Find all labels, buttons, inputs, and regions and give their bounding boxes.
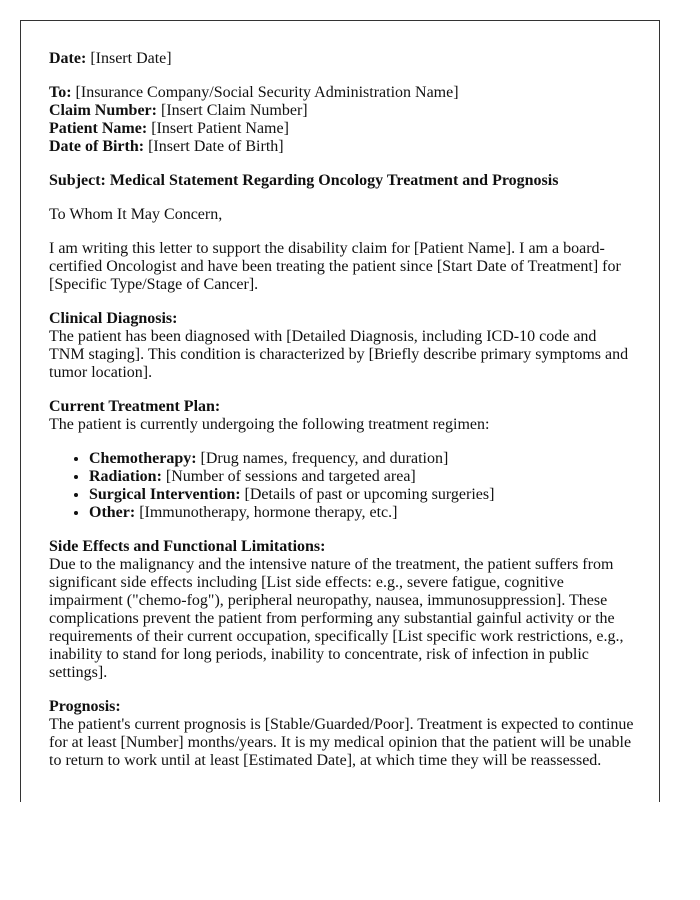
treatment-item-value: [Number of sessions and targeted area]	[165, 468, 416, 485]
letter-page	[20, 20, 660, 802]
claim-number-value: [Insert Claim Number]	[160, 102, 308, 119]
diagnosis-heading: Clinical Diagnosis:	[49, 310, 178, 327]
to-label: To:	[49, 84, 72, 101]
treatment-item-radiation	[89, 468, 634, 486]
treatment-item-other	[89, 504, 634, 522]
treatment-item-surgical	[89, 486, 634, 504]
treatment-item-value: [Immunotherapy, hormone therapy, etc.]	[139, 504, 398, 521]
patient-name-value: [Insert Patient Name]	[151, 120, 289, 137]
to-value: [Insurance Company/Social Security Administration Name]	[75, 84, 459, 101]
section-side-effects	[49, 538, 634, 682]
patient-name-label: Patient Name:	[49, 120, 148, 137]
treatment-item-value: [Drug names, frequency, and duration]	[200, 450, 449, 467]
recipient-block	[49, 84, 634, 156]
treatment-item-value: [Details of past or upcoming surgeries]	[244, 486, 495, 503]
recipient-line-patient-name	[49, 120, 634, 138]
treatment-item-label: Surgical Intervention:	[89, 486, 241, 503]
treatment-list	[49, 450, 634, 522]
date-value: [Insert Date]	[90, 50, 172, 67]
treatment-body: The patient is currently undergoing the following treatment regimen:	[49, 416, 490, 433]
diagnosis-body: The patient has been diagnosed with [Detailed Diagnosis, including ICD-10 code and TNM staging]. This condition is characterized by [Briefly describe primary symptoms and tumor location].	[49, 328, 629, 381]
treatment-item-label: Chemotherapy:	[89, 450, 197, 467]
intro-paragraph: I am writing this letter to support the disability claim for [Patient Name]. I am a board-certified Oncologist and have been treating the patient since [Start Date of Treatment] for [Specific Type/Stage of Cancer].	[49, 240, 621, 293]
subject-line	[49, 172, 634, 190]
section-treatment	[49, 398, 634, 434]
treatment-item-label: Radiation:	[89, 468, 162, 485]
dob-label: Date of Birth:	[49, 138, 145, 155]
letter-content	[49, 50, 634, 786]
claim-number-label: Claim Number:	[49, 102, 157, 119]
section-diagnosis	[49, 310, 634, 382]
recipient-line-dob	[49, 138, 634, 156]
recipient-line-to	[49, 84, 634, 102]
treatment-heading: Current Treatment Plan:	[49, 398, 221, 415]
date-label: Date:	[49, 50, 87, 67]
side-effects-heading: Side Effects and Functional Limitations:	[49, 538, 326, 555]
prognosis-heading: Prognosis:	[49, 698, 121, 715]
date-line	[49, 50, 634, 68]
side-effects-body: Due to the malignancy and the intensive nature of the treatment, the patient suffers from significant side effects including [List side effects: e.g., severe fatigue, cognitive impairment ("chemo-fog"), peripheral neuropathy, nausea, immunosuppression]. These complications prevent the patient from performing any substantial gainful activity or the requirements of their current occupation, specifically [List specific work restrictions, e.g., inability to stand for long periods, inability to concentrate, risk of infection in public settings].	[49, 556, 624, 681]
dob-value: [Insert Date of Birth]	[148, 138, 284, 155]
subject-text: Subject: Medical Statement Regarding Oncology Treatment and Prognosis	[49, 172, 559, 189]
recipient-line-claim-number	[49, 102, 634, 120]
prognosis-body: The patient's current prognosis is [Stable/Guarded/Poor]. Treatment is expected to continue for at least [Number] months/years. It is my medical opinion that the patient will be unable to return to work until at least [Estimated Date], at which time they will be reassessed.	[49, 716, 634, 769]
treatment-item-chemotherapy	[89, 450, 634, 468]
treatment-item-label: Other:	[89, 504, 136, 521]
section-prognosis	[49, 698, 634, 770]
salutation: To Whom It May Concern,	[49, 206, 223, 223]
